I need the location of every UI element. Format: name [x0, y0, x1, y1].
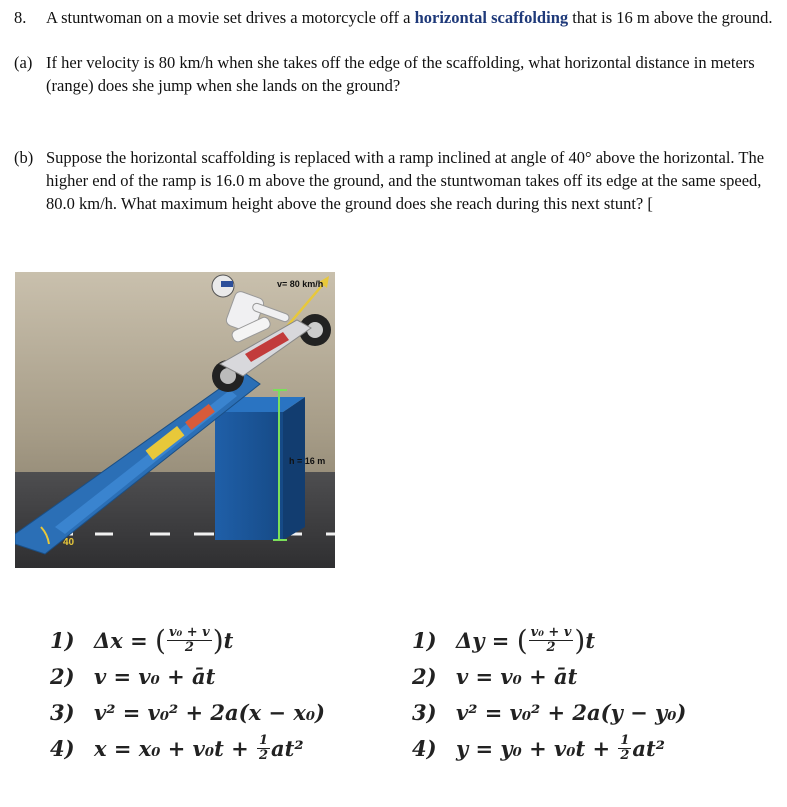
equation-number: 4) [50, 735, 75, 761]
fraction-numerator: 1 [259, 732, 269, 748]
equation-tail: t [585, 627, 596, 653]
equation-y-3 [412, 694, 752, 730]
equation-lhs: Δx = [94, 627, 148, 653]
fraction-denominator: 2 [259, 747, 269, 763]
equations-x [50, 622, 380, 766]
equation-y-4 [412, 730, 752, 766]
fraction [618, 734, 631, 763]
close-paren: ) [574, 623, 586, 657]
height-label: h = 16 m [289, 456, 326, 466]
equation-number: 3) [50, 699, 75, 725]
fraction [167, 626, 212, 655]
stunt-ramp-figure [15, 272, 335, 568]
equation-x-1 [50, 622, 380, 658]
equation-tail: t [223, 627, 234, 653]
equation-number: 2) [50, 663, 75, 689]
equation-number: 2) [412, 663, 437, 689]
fraction-denominator: 2 [184, 639, 194, 655]
equation-text: v² = v₀² + 2a(y − y₀) [456, 699, 687, 725]
intro-before: A stuntwoman on a movie set drives a motorcycle off a [46, 8, 411, 27]
open-paren: ( [155, 623, 166, 657]
part-a-text: If her velocity is 80 km/h when she takes off the edge of the scaffolding, what horizontal distance in meters (range) does she jump when she lands on the ground? [46, 53, 755, 95]
equation-tail: at² [632, 735, 665, 761]
equation-lhs: x = x₀ + v₀t + [94, 735, 249, 761]
equation-lhs: Δy = [456, 627, 510, 653]
problem-number: 8. [14, 8, 27, 27]
part-b-label: (b) [14, 148, 34, 167]
equation-text: v = v₀ + āt [456, 663, 578, 689]
equation-number: 1) [50, 627, 75, 653]
open-paren: ( [516, 623, 528, 657]
equation-x-2 [50, 658, 380, 694]
part-a-label: (a) [14, 53, 33, 72]
part-b-text: Suppose the horizontal scaffolding is replaced with a ramp inclined at angle of 40° above the horizontal. The higher end of the ramp is 16.0 m above the ground, and the stuntwoman takes off its edge at the same speed, 80.0 km/h. What maximum height above the ground does she reach during this next stunt? [ [46, 148, 765, 213]
fraction-denominator: 2 [546, 639, 556, 655]
fraction-numerator: v₀ + v [530, 624, 572, 640]
velocity-label: v= 80 km/h [277, 279, 324, 289]
intro-highlight: horizontal scaffolding [414, 8, 569, 27]
equation-x-3 [50, 694, 380, 730]
equation-tail: at² [271, 735, 304, 761]
equation-text: v² = v₀² + 2a(x − x₀) [94, 699, 325, 725]
fraction [257, 734, 270, 763]
equation-y-1 [412, 622, 752, 658]
scaffold-box-side [283, 397, 305, 540]
equations-y [412, 622, 752, 766]
equation-number: 1) [412, 627, 437, 653]
equation-text: v = v₀ + āt [94, 663, 216, 689]
rider-visor [221, 281, 233, 287]
close-paren: ) [212, 623, 224, 657]
scaffold-box-front [215, 412, 283, 540]
equation-x-4 [50, 730, 380, 766]
intro-after: that is 16 m above the ground. [572, 8, 773, 27]
fraction-numerator: v₀ + v [168, 624, 210, 640]
equation-lhs: y = y₀ + v₀t + [456, 735, 611, 761]
fraction-numerator: 1 [620, 732, 630, 748]
equation-number: 3) [412, 699, 437, 725]
fraction-denominator: 2 [620, 747, 630, 763]
fraction [529, 626, 574, 655]
equation-number: 4) [412, 735, 437, 761]
angle-label: 40 [63, 537, 75, 548]
equation-y-2 [412, 658, 752, 694]
problem-intro-text [46, 6, 776, 29]
